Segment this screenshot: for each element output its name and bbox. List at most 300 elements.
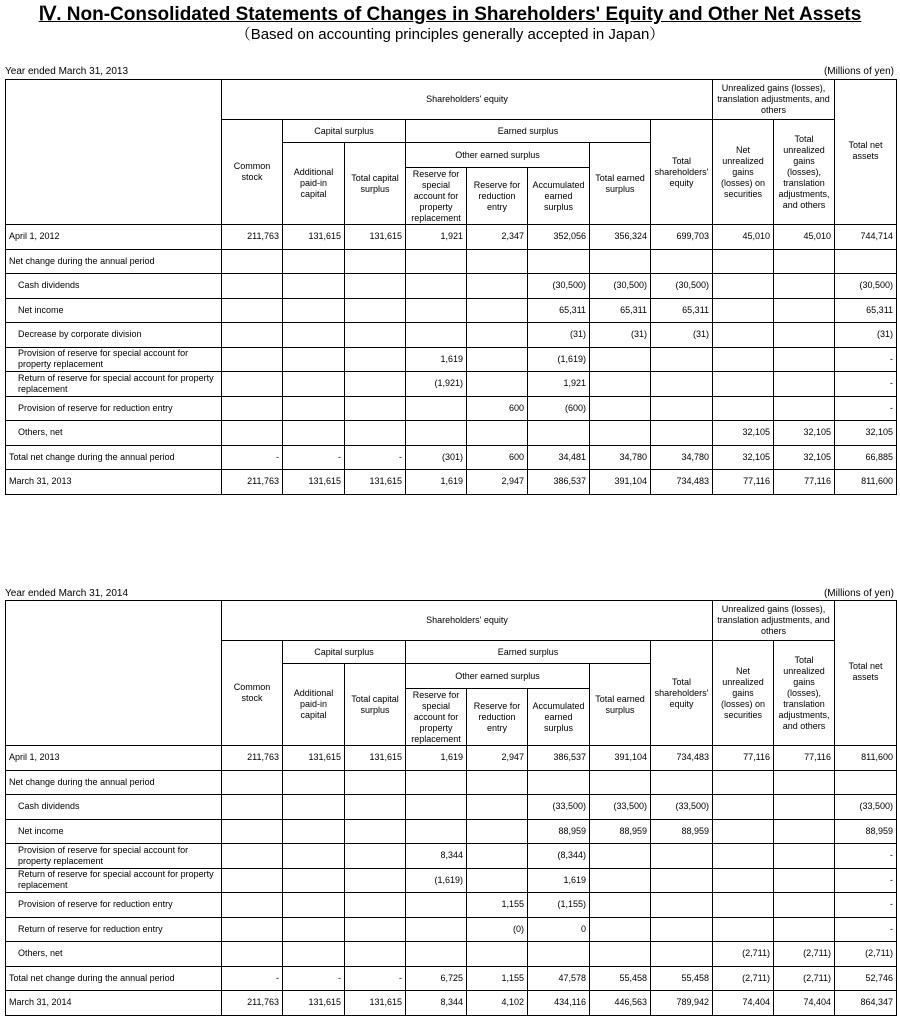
header-unrealized-group: Unrealized gains (losses), translation adjustments, and others — [713, 80, 835, 120]
value-cell: 77,116 — [774, 470, 835, 495]
value-cell — [345, 942, 406, 967]
value-cell — [774, 795, 835, 820]
row-label: Total net change during the annual period — [6, 966, 222, 991]
value-cell — [222, 942, 283, 967]
value-cell — [651, 372, 713, 397]
value-cell — [467, 298, 528, 323]
table-body-2013 — [6, 225, 897, 495]
value-cell — [528, 942, 590, 967]
value-cell: 864,347 — [835, 991, 897, 1016]
value-cell — [283, 917, 345, 942]
header-other-earned-surplus: Other earned surplus — [406, 143, 590, 168]
value-cell: - — [345, 966, 406, 991]
value-cell — [222, 421, 283, 446]
value-cell: - — [835, 893, 897, 918]
value-cell — [651, 421, 713, 446]
value-cell — [590, 372, 651, 397]
value-cell: - — [835, 396, 897, 421]
value-cell: 1,619 — [406, 347, 467, 372]
value-cell — [283, 347, 345, 372]
value-cell — [713, 396, 774, 421]
value-cell — [406, 942, 467, 967]
value-cell — [345, 844, 406, 869]
table-row — [6, 770, 897, 795]
table-row — [6, 917, 897, 942]
value-cell — [651, 917, 713, 942]
value-cell — [283, 942, 345, 967]
value-cell: (1,619) — [406, 868, 467, 893]
value-cell — [222, 917, 283, 942]
header-accumulated-earned: Accumulated earned surplus — [528, 168, 590, 225]
value-cell — [774, 893, 835, 918]
value-cell — [345, 323, 406, 348]
value-cell: 32,105 — [774, 445, 835, 470]
value-cell: 2,947 — [467, 746, 528, 771]
header-capital-surplus: Capital surplus — [283, 120, 406, 143]
value-cell — [651, 893, 713, 918]
value-cell: 391,104 — [590, 746, 651, 771]
value-cell: 65,311 — [528, 298, 590, 323]
value-cell: 1,921 — [528, 372, 590, 397]
value-cell: (31) — [651, 323, 713, 348]
value-cell: - — [835, 372, 897, 397]
value-cell: - — [835, 868, 897, 893]
value-cell: (0) — [467, 917, 528, 942]
value-cell: 65,311 — [835, 298, 897, 323]
value-cell: - — [835, 917, 897, 942]
value-cell — [406, 819, 467, 844]
value-cell — [651, 942, 713, 967]
unit-label-2014: (Millions of yen) — [823, 588, 894, 599]
header-other-earned-surplus: Other earned surplus — [406, 664, 590, 689]
header-total-unrealized: Total unrealized gains (losses), translation adjustments, and others — [774, 641, 835, 746]
row-label: Total net change during the annual period — [6, 445, 222, 470]
value-cell — [345, 298, 406, 323]
value-cell — [222, 795, 283, 820]
value-cell — [283, 770, 345, 795]
value-cell: 52,746 — [835, 966, 897, 991]
value-cell: 77,116 — [713, 470, 774, 495]
value-cell: 600 — [467, 445, 528, 470]
value-cell — [345, 274, 406, 299]
value-cell — [345, 421, 406, 446]
value-cell — [283, 868, 345, 893]
value-cell — [222, 274, 283, 299]
value-cell: (8,344) — [528, 844, 590, 869]
value-cell: 1,619 — [406, 746, 467, 771]
value-cell: 131,615 — [283, 225, 345, 250]
value-cell — [406, 298, 467, 323]
value-cell — [345, 819, 406, 844]
value-cell — [222, 347, 283, 372]
header-total-shareholders-equity: Total shareholders' equity — [651, 120, 713, 225]
value-cell — [774, 396, 835, 421]
header-unrealized-group: Unrealized gains (losses), translation adjustments, and others — [713, 601, 835, 641]
table-row — [6, 421, 897, 446]
value-cell: 1,155 — [467, 893, 528, 918]
row-label: Cash dividends — [6, 795, 222, 820]
value-cell: (31) — [590, 323, 651, 348]
value-cell: 391,104 — [590, 470, 651, 495]
value-cell — [345, 372, 406, 397]
table-row — [6, 225, 897, 250]
value-cell — [651, 844, 713, 869]
value-cell — [345, 893, 406, 918]
header-capital-surplus: Capital surplus — [283, 641, 406, 664]
equity-table-2013 — [5, 79, 897, 495]
value-cell: (1,619) — [528, 347, 590, 372]
value-cell — [713, 893, 774, 918]
value-cell: 446,563 — [590, 991, 651, 1016]
value-cell — [345, 770, 406, 795]
value-cell: 2,347 — [467, 225, 528, 250]
value-cell: 811,600 — [835, 470, 897, 495]
value-cell — [467, 795, 528, 820]
value-cell: 45,010 — [713, 225, 774, 250]
value-cell — [345, 396, 406, 421]
value-cell: 34,780 — [590, 445, 651, 470]
header-net-unrealized: Net unrealized gains (losses) on securities — [713, 120, 774, 225]
page-subtitle: （Based on accounting principles generally accepted in Japan） — [235, 26, 665, 43]
header-additional-paid-in: Additional paid-in capital — [283, 143, 345, 225]
value-cell — [590, 421, 651, 446]
value-cell: 32,105 — [713, 421, 774, 446]
header-common-stock: Common stock — [222, 120, 283, 225]
value-cell — [651, 347, 713, 372]
value-cell: 1,921 — [406, 225, 467, 250]
value-cell — [406, 323, 467, 348]
value-cell — [406, 421, 467, 446]
value-cell — [406, 396, 467, 421]
value-cell — [528, 421, 590, 446]
value-cell: (30,500) — [651, 274, 713, 299]
value-cell: 131,615 — [345, 225, 406, 250]
value-cell: 88,959 — [651, 819, 713, 844]
value-cell: 8,344 — [406, 844, 467, 869]
value-cell: 34,481 — [528, 445, 590, 470]
table-row — [6, 470, 897, 495]
value-cell — [406, 274, 467, 299]
value-cell — [528, 770, 590, 795]
row-label: April 1, 2012 — [6, 225, 222, 250]
value-cell: 131,615 — [345, 991, 406, 1016]
value-cell: 88,959 — [528, 819, 590, 844]
row-label: Net change during the annual period — [6, 249, 222, 274]
table-row — [6, 868, 897, 893]
value-cell — [713, 770, 774, 795]
value-cell: 55,458 — [590, 966, 651, 991]
value-cell — [774, 298, 835, 323]
value-cell — [651, 868, 713, 893]
value-cell: 386,537 — [528, 746, 590, 771]
value-cell — [283, 893, 345, 918]
value-cell — [590, 249, 651, 274]
value-cell — [222, 298, 283, 323]
value-cell — [406, 249, 467, 274]
value-cell: 8,344 — [406, 991, 467, 1016]
value-cell: (1,155) — [528, 893, 590, 918]
value-cell: 211,763 — [222, 225, 283, 250]
value-cell — [713, 819, 774, 844]
value-cell — [774, 274, 835, 299]
value-cell: 45,010 — [774, 225, 835, 250]
value-cell: 74,404 — [713, 991, 774, 1016]
value-cell: 65,311 — [651, 298, 713, 323]
value-cell: 131,615 — [283, 991, 345, 1016]
header-total-capital-surplus: Total capital surplus — [345, 143, 406, 225]
value-cell — [283, 298, 345, 323]
value-cell — [713, 298, 774, 323]
value-cell — [713, 249, 774, 274]
value-cell — [467, 770, 528, 795]
header-net-unrealized: Net unrealized gains (losses) on securities — [713, 641, 774, 746]
value-cell — [713, 372, 774, 397]
value-cell — [774, 347, 835, 372]
value-cell: - — [283, 445, 345, 470]
table-row — [6, 298, 897, 323]
table-row — [6, 966, 897, 991]
header-reserve-reduction: Reserve for reduction entry — [467, 689, 528, 746]
value-cell — [651, 770, 713, 795]
value-cell — [406, 893, 467, 918]
table-row — [6, 347, 897, 372]
value-cell: 211,763 — [222, 991, 283, 1016]
value-cell — [590, 396, 651, 421]
value-cell: (33,500) — [590, 795, 651, 820]
row-label: Net income — [6, 819, 222, 844]
header-common-stock: Common stock — [222, 641, 283, 746]
value-cell: 65,311 — [590, 298, 651, 323]
value-cell — [406, 770, 467, 795]
value-cell: (30,500) — [590, 274, 651, 299]
value-cell: (33,500) — [528, 795, 590, 820]
value-cell — [283, 844, 345, 869]
value-cell: (1,921) — [406, 372, 467, 397]
value-cell — [222, 819, 283, 844]
value-cell: 88,959 — [835, 819, 897, 844]
row-label: Cash dividends — [6, 274, 222, 299]
table-body-2014 — [6, 746, 897, 1016]
header-reserve-reduction: Reserve for reduction entry — [467, 168, 528, 225]
row-label: Return of reserve for special account for property replacement — [6, 868, 222, 893]
value-cell — [835, 249, 897, 274]
table-row — [6, 372, 897, 397]
value-cell: 74,404 — [774, 991, 835, 1016]
value-cell: - — [222, 966, 283, 991]
value-cell: 386,537 — [528, 470, 590, 495]
value-cell — [222, 770, 283, 795]
value-cell: (2,711) — [713, 966, 774, 991]
value-cell — [406, 917, 467, 942]
value-cell — [774, 844, 835, 869]
header-total-unrealized: Total unrealized gains (losses), translation adjustments, and others — [774, 120, 835, 225]
header-earned-surplus: Earned surplus — [406, 120, 651, 143]
value-cell — [774, 868, 835, 893]
value-cell: - — [283, 966, 345, 991]
value-cell: 34,780 — [651, 445, 713, 470]
value-cell — [222, 249, 283, 274]
table-row — [6, 746, 897, 771]
value-cell — [774, 372, 835, 397]
row-label: Provision of reserve for reduction entry — [6, 396, 222, 421]
value-cell — [222, 893, 283, 918]
header-reserve-property: Reserve for special account for property replacement — [406, 168, 467, 225]
value-cell — [283, 819, 345, 844]
value-cell — [590, 770, 651, 795]
value-cell: (301) — [406, 445, 467, 470]
value-cell — [222, 323, 283, 348]
header-total-earned-surplus: Total earned surplus — [590, 143, 651, 225]
table-row — [6, 445, 897, 470]
value-cell — [835, 770, 897, 795]
value-cell — [467, 347, 528, 372]
value-cell — [713, 347, 774, 372]
table-row — [6, 323, 897, 348]
value-cell — [467, 942, 528, 967]
value-cell — [590, 844, 651, 869]
header-additional-paid-in: Additional paid-in capital — [283, 664, 345, 746]
value-cell — [467, 844, 528, 869]
value-cell — [774, 770, 835, 795]
table-row — [6, 795, 897, 820]
value-cell: - — [835, 347, 897, 372]
value-cell: 55,458 — [651, 966, 713, 991]
value-cell — [774, 323, 835, 348]
row-label: Return of reserve for special account for property replacement — [6, 372, 222, 397]
value-cell: (2,711) — [774, 966, 835, 991]
table-row — [6, 844, 897, 869]
value-cell — [590, 347, 651, 372]
value-cell: (2,711) — [774, 942, 835, 967]
value-cell: 131,615 — [283, 746, 345, 771]
value-cell — [283, 795, 345, 820]
value-cell — [590, 917, 651, 942]
value-cell — [467, 868, 528, 893]
value-cell — [590, 893, 651, 918]
table-caption-2013: Year ended March 31, 2013 — [5, 66, 129, 77]
value-cell: 4,102 — [467, 991, 528, 1016]
value-cell — [283, 372, 345, 397]
value-cell — [651, 249, 713, 274]
value-cell: 131,615 — [345, 470, 406, 495]
value-cell — [774, 819, 835, 844]
value-cell: 211,763 — [222, 470, 283, 495]
value-cell — [713, 323, 774, 348]
value-cell — [222, 372, 283, 397]
table-row — [6, 893, 897, 918]
value-cell: 0 — [528, 917, 590, 942]
value-cell: 1,619 — [528, 868, 590, 893]
value-cell: 211,763 — [222, 746, 283, 771]
value-cell — [713, 844, 774, 869]
value-cell: (2,711) — [713, 942, 774, 967]
value-cell: (33,500) — [835, 795, 897, 820]
value-cell — [467, 323, 528, 348]
value-cell: - — [835, 844, 897, 869]
header-reserve-property: Reserve for special account for property replacement — [406, 689, 467, 746]
value-cell: (30,500) — [528, 274, 590, 299]
value-cell: 352,056 — [528, 225, 590, 250]
value-cell: 47,578 — [528, 966, 590, 991]
table-row — [6, 991, 897, 1016]
value-cell — [528, 249, 590, 274]
row-label: Provision of reserve for reduction entry — [6, 893, 222, 918]
table-row — [6, 249, 897, 274]
value-cell: 600 — [467, 396, 528, 421]
value-cell — [713, 274, 774, 299]
header-accumulated-earned: Accumulated earned surplus — [528, 689, 590, 746]
value-cell: 1,155 — [467, 966, 528, 991]
value-cell — [467, 274, 528, 299]
value-cell: - — [345, 445, 406, 470]
value-cell: 356,324 — [590, 225, 651, 250]
value-cell: 66,885 — [835, 445, 897, 470]
value-cell — [345, 868, 406, 893]
value-cell — [283, 323, 345, 348]
value-cell — [713, 917, 774, 942]
header-total-capital-surplus: Total capital surplus — [345, 664, 406, 746]
header-total-earned-surplus: Total earned surplus — [590, 664, 651, 746]
value-cell — [651, 396, 713, 421]
value-cell: (33,500) — [651, 795, 713, 820]
header-blank — [6, 80, 222, 225]
value-cell — [406, 795, 467, 820]
header-total-net-assets: Total net assets — [835, 601, 897, 746]
header-total-net-assets: Total net assets — [835, 80, 897, 225]
header-shareholders-equity: Shareholders' equity — [222, 601, 713, 641]
value-cell: (31) — [835, 323, 897, 348]
value-cell — [774, 917, 835, 942]
value-cell: (30,500) — [835, 274, 897, 299]
row-label: Others, net — [6, 421, 222, 446]
value-cell — [283, 249, 345, 274]
value-cell: 32,105 — [774, 421, 835, 446]
header-earned-surplus: Earned surplus — [406, 641, 651, 664]
value-cell: 789,942 — [651, 991, 713, 1016]
value-cell: 131,615 — [283, 470, 345, 495]
value-cell — [283, 274, 345, 299]
value-cell — [467, 249, 528, 274]
value-cell — [345, 347, 406, 372]
value-cell — [283, 396, 345, 421]
value-cell — [222, 868, 283, 893]
value-cell: 131,615 — [345, 746, 406, 771]
value-cell — [467, 372, 528, 397]
table-row — [6, 942, 897, 967]
value-cell: 699,703 — [651, 225, 713, 250]
value-cell: (31) — [528, 323, 590, 348]
value-cell — [590, 942, 651, 967]
value-cell — [222, 844, 283, 869]
value-cell: 77,116 — [774, 746, 835, 771]
row-label: Decrease by corporate division — [6, 323, 222, 348]
value-cell: 811,600 — [835, 746, 897, 771]
value-cell: 2,947 — [467, 470, 528, 495]
value-cell — [774, 249, 835, 274]
value-cell — [467, 819, 528, 844]
value-cell: 734,483 — [651, 470, 713, 495]
row-label: April 1, 2013 — [6, 746, 222, 771]
value-cell — [222, 396, 283, 421]
value-cell — [345, 795, 406, 820]
header-shareholders-equity: Shareholders' equity — [222, 80, 713, 120]
value-cell: 744,714 — [835, 225, 897, 250]
equity-table-2014 — [5, 600, 897, 1016]
value-cell: 32,105 — [835, 421, 897, 446]
value-cell — [345, 249, 406, 274]
value-cell — [467, 421, 528, 446]
row-label: March 31, 2013 — [6, 470, 222, 495]
